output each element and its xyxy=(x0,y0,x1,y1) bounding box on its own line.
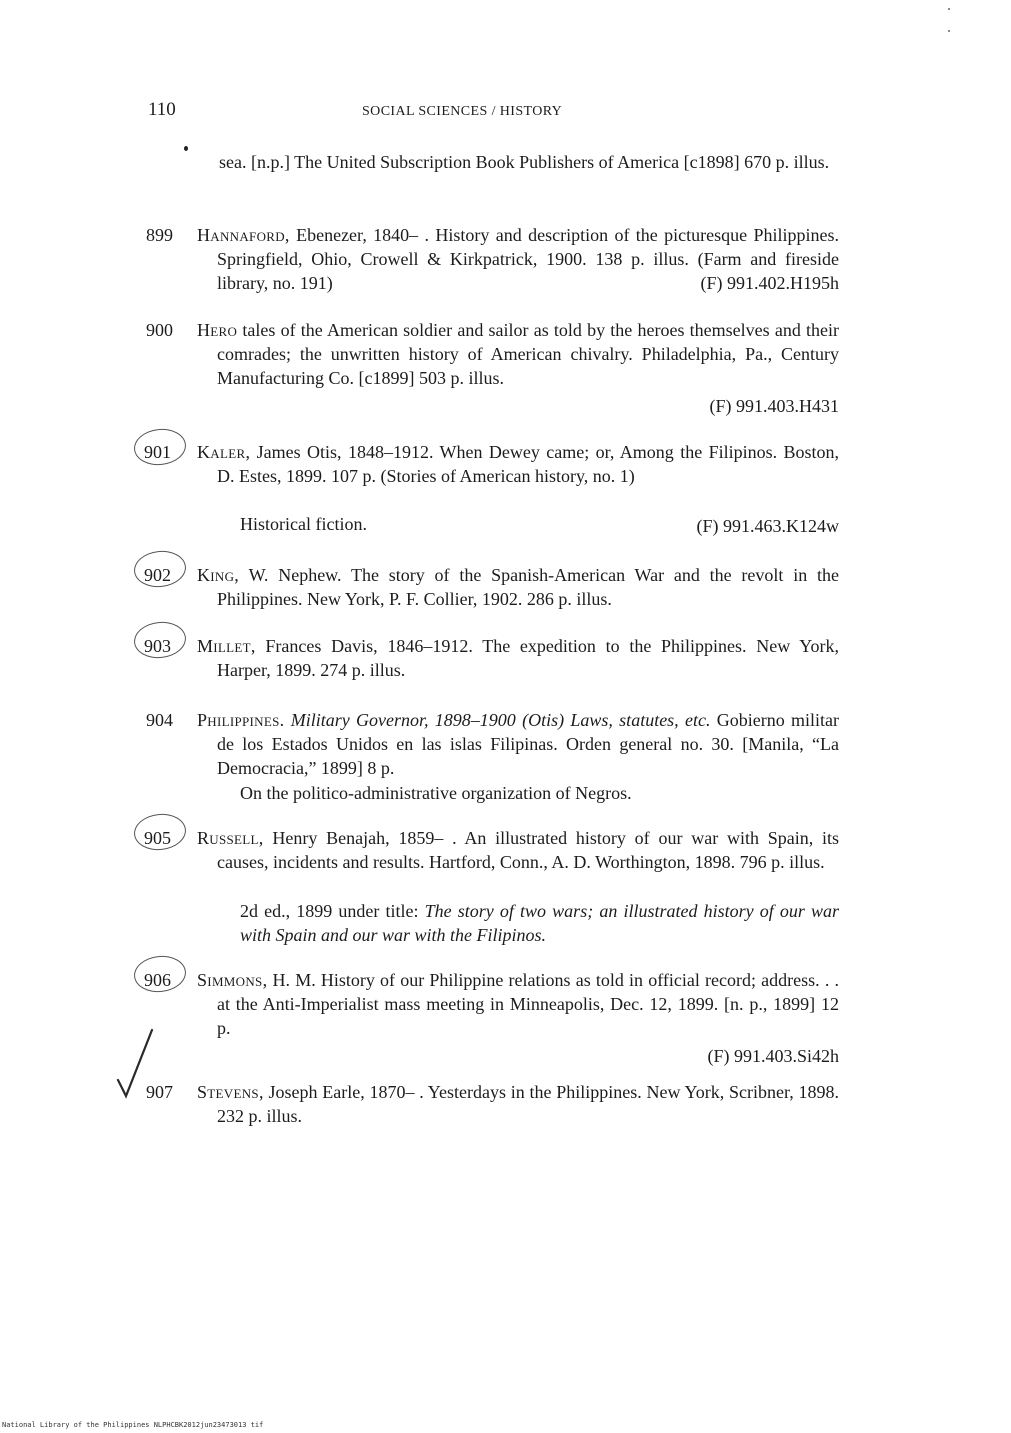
call-number: (F) 991.463.K124w xyxy=(696,516,839,536)
call-number: (F) 991.402.H195h xyxy=(700,273,839,293)
entry-text: Joseph Earle, 1870– . Yesterdays in the Philippines. New York, Scribner, 1898. 232 p. illus. xyxy=(217,1082,839,1126)
entry-body xyxy=(197,634,839,682)
entry-number: 899 xyxy=(146,225,173,245)
entry-text: tales of the American soldier and sailor as told by the heroes themselves and their comrades; the unwritten history of American chivalry. Philadelphia, Pa., Century Manufacturing Co. [c1899] 503 p. illus. xyxy=(217,320,840,388)
entry-text: H. M. History of our Philippine relations as told in official record; address. . . at the Anti-Imperialist mass meeting in Minneapolis, Dec. 12, 1899. [n. p., 1899] 12 p. xyxy=(217,970,839,1038)
entry-text: W. Nephew. The story of the Spanish-American War and the revolt in the Philippines. New York, P. F. Collier, 1902. 286 p. illus. xyxy=(217,565,839,609)
scan-speck xyxy=(948,30,950,32)
entry-body xyxy=(197,1080,839,1128)
entry-note-text: 2d ed., 1899 under title: xyxy=(240,901,419,921)
entry-heading: Simmons, xyxy=(197,970,268,990)
entry-text: sea. [n.p.] The United Subscription Book Publishers of America [c1898] 670 p. illus. xyxy=(219,152,830,172)
running-head: SOCIAL SCIENCES / HISTORY xyxy=(362,104,563,119)
scan-speck xyxy=(948,8,950,10)
entry-note xyxy=(240,899,839,947)
entry-number: 902 xyxy=(144,565,171,585)
scan-footer: National Library of the Philippines NLPHCBK2012jun23473013 tif xyxy=(2,1421,264,1429)
entry-text: Ebenezer, 1840– . History and description of the picturesque Philippines. Springfield, Ohio, Crowell & Kirkpatrick, 1900. 138 p. illus. (Farm and fireside library, no. 191) xyxy=(217,225,839,293)
entry-body xyxy=(197,440,840,488)
entry-text: James Otis, 1848–1912. When Dewey came; or, Among the Filipinos. Boston, D. Estes, 1899. 107 p. (Stories of American history, no. 1) xyxy=(217,442,840,486)
entry-number: 904 xyxy=(146,710,173,730)
entry-heading: Kaler, xyxy=(197,442,251,462)
entry-number: 903 xyxy=(144,636,171,656)
entry-note: Historical fiction. xyxy=(240,514,367,534)
call-number: (F) 991.403.H431 xyxy=(709,396,839,416)
entry-number: 907 xyxy=(146,1082,173,1102)
call-number: (F) 991.403.Si42h xyxy=(707,1046,839,1066)
entry-number: 901 xyxy=(144,442,171,462)
entry-number: 906 xyxy=(144,970,171,990)
entry-text: Frances Davis, 1846–1912. The expedition to the Philippines. New York, Harper, 1899. 274 p. illus. xyxy=(217,636,839,680)
entry-note-italic: The story of two wars; an illustrated history of our war with Spain and our war with the Filipinos. xyxy=(240,901,840,945)
entry-body xyxy=(197,563,839,611)
entry-heading: Hero xyxy=(197,320,238,340)
entry-number: 900 xyxy=(146,320,173,340)
ink-mark xyxy=(184,146,188,151)
entry-heading: Hannaford, xyxy=(197,225,290,245)
entry-heading: Russell, xyxy=(197,828,264,848)
entry-heading: Millet, xyxy=(197,636,256,656)
entry-body xyxy=(197,826,840,874)
entry-heading: Philippines. xyxy=(197,710,285,730)
entry-text: Henry Benajah, 1859– . An illustrated history of our war with Spain, its causes, incidents and results. Hartford, Conn., A. D. Worthington, 1898. 796 p. illus. xyxy=(217,828,840,872)
entry-heading-italic: Military Governor, 1898–1900 (Otis) Laws, statutes, etc. xyxy=(290,710,711,730)
entry-body xyxy=(197,968,839,1040)
entry-body xyxy=(197,708,840,780)
entry-number: 905 xyxy=(144,828,171,848)
page-number: 110 xyxy=(148,99,176,120)
entry-heading: Stevens, xyxy=(197,1082,264,1102)
entry-heading: King, xyxy=(197,565,240,585)
entry-body xyxy=(197,318,840,390)
entry-text: Gobierno militar de los Estados Unidos en las islas Filipinas. Orden general no. 30. [Manila, “La Democracia,” 1899] 8 p. xyxy=(217,710,840,778)
entry-note: On the politico-administrative organization of Negros. xyxy=(240,783,632,803)
